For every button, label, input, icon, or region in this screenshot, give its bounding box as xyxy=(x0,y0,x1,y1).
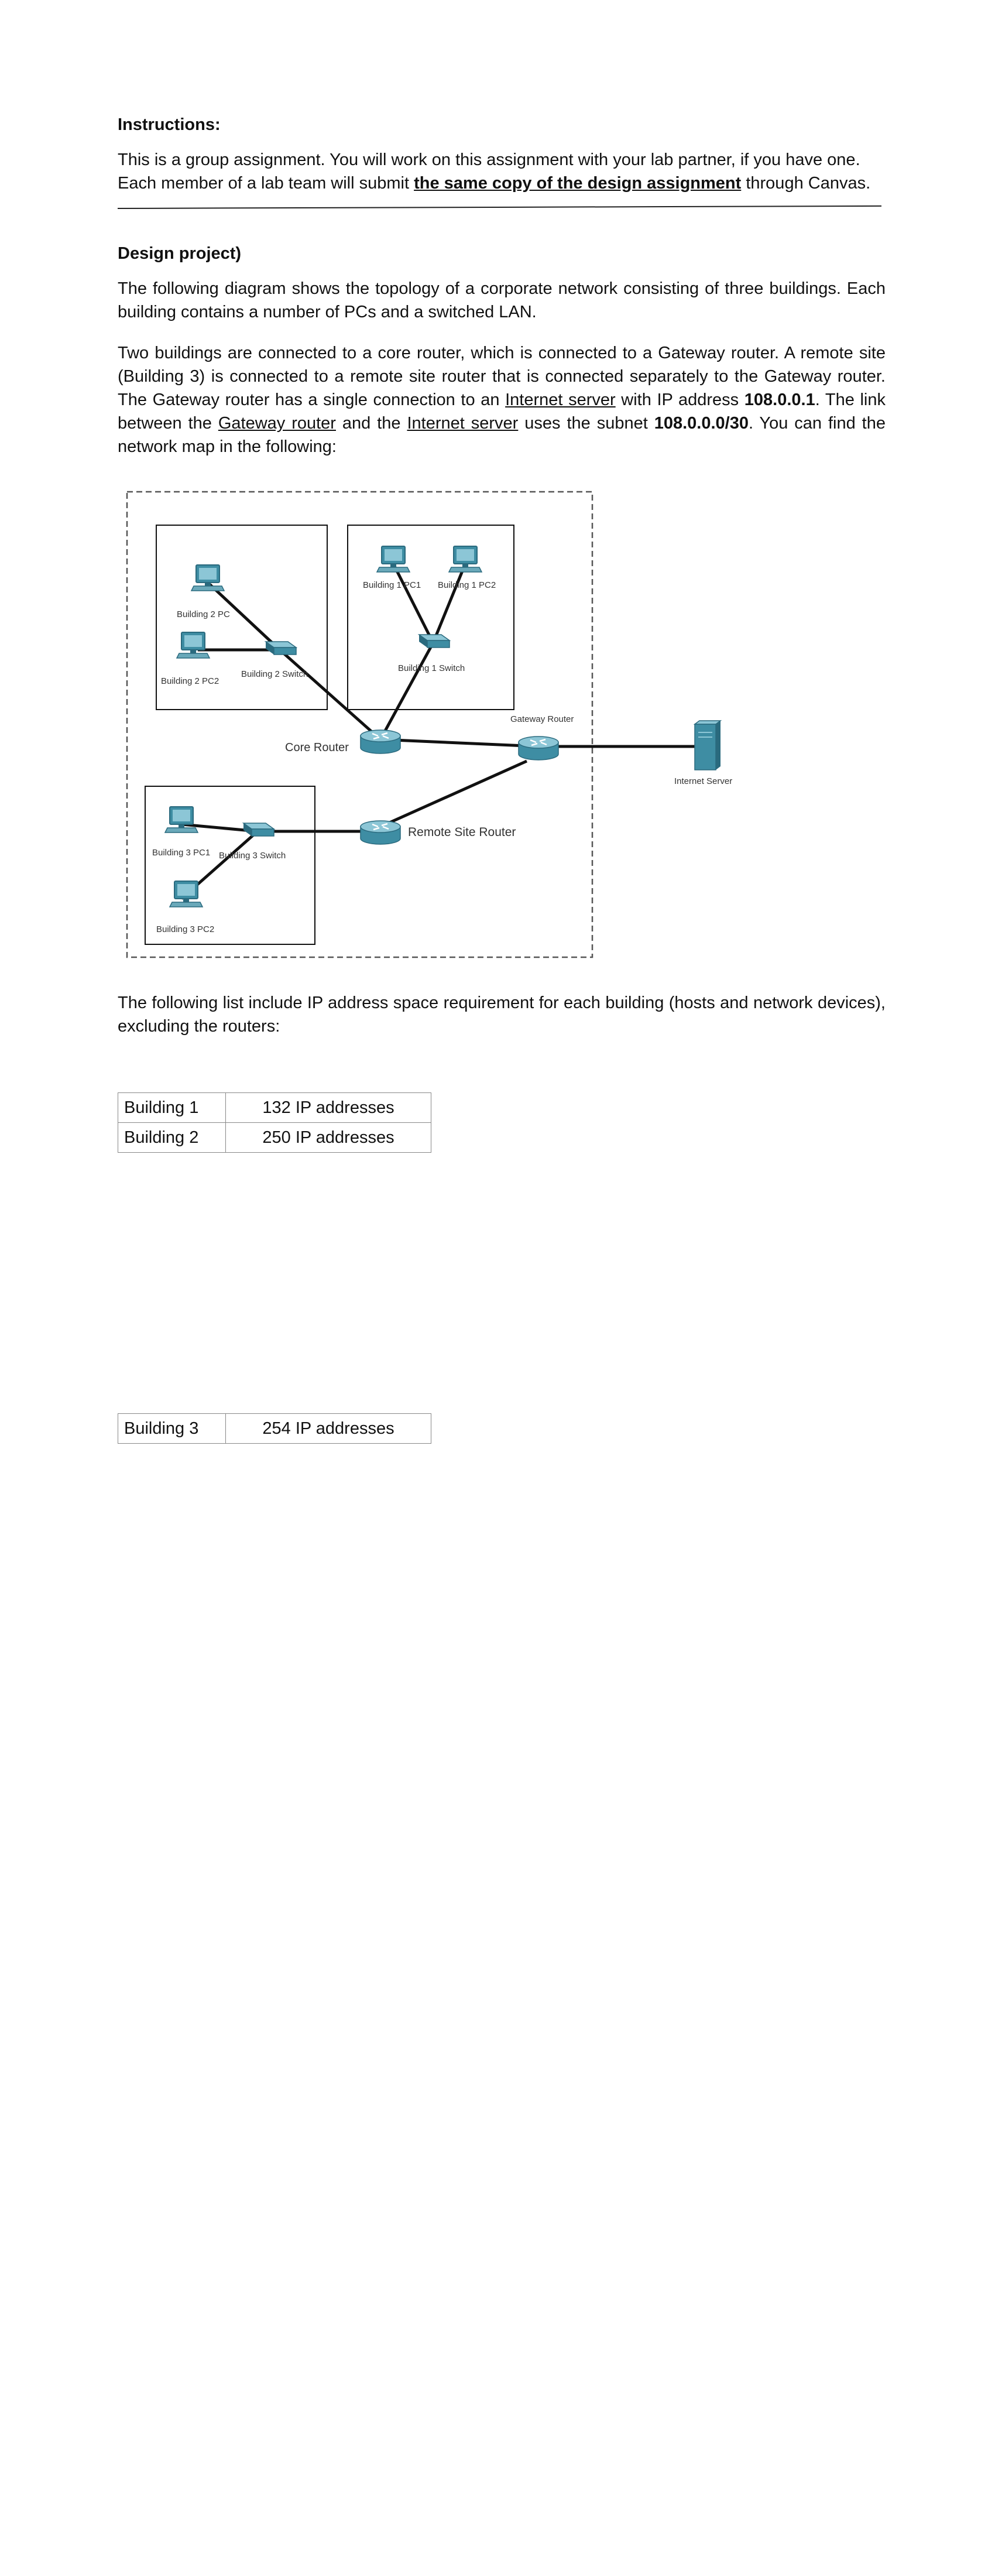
p2-text-e: uses the subnet xyxy=(518,414,654,433)
label-building-3-pc2: Building 3 PC2 xyxy=(156,924,215,934)
label-core-router: Core Router xyxy=(285,741,349,754)
building-name-cell: Building 1 xyxy=(118,1093,226,1123)
internet-server-term: Internet server xyxy=(505,390,616,409)
requirements-intro: The following list include IP address space requirement for each building (hosts and network devices), excluding the routers: xyxy=(118,994,886,1036)
building-1-pc2-icon xyxy=(449,546,482,572)
gateway-router-icon xyxy=(519,737,558,760)
label-building-3-pc1: Building 3 PC1 xyxy=(152,848,211,858)
label-building-2-pc2: Building 2 PC2 xyxy=(161,676,219,686)
label-building-2-pc1: Building 2 PC xyxy=(177,609,230,619)
building-1-pc1-icon xyxy=(377,546,410,572)
internet-server-term-2: Internet server xyxy=(407,414,519,433)
building-3-switch-icon xyxy=(243,823,274,836)
building-2-pc2-icon xyxy=(177,632,210,658)
label-building-1-switch: Building 1 Switch xyxy=(398,663,465,673)
network-topology-diagram xyxy=(0,0,995,995)
table-row xyxy=(118,1123,431,1153)
design-paragraph-1: The following diagram shows the topology of a corporate network consisting of three buildings. Each building contains a number of PCs and a switched LAN. xyxy=(118,279,886,321)
building-1-box xyxy=(348,525,514,710)
ip-count-cell: 254 IP addresses xyxy=(226,1414,431,1444)
server-ip-address: 108.0.0.1 xyxy=(744,390,815,409)
gateway-router-term: Gateway router xyxy=(218,414,336,433)
label-gateway-router: Gateway Router xyxy=(510,714,574,724)
label-building-2-switch: Building 2 Switch xyxy=(241,669,308,679)
instructions-heading: Instructions: xyxy=(118,115,221,134)
building-2-pc1-icon xyxy=(191,565,224,591)
ip-count-cell: 132 IP addresses xyxy=(226,1093,431,1123)
p2-text-b: with IP address xyxy=(615,390,744,409)
p2-text-c: . The link between the xyxy=(118,390,886,433)
remote-site-router-icon xyxy=(361,821,400,844)
link-subnet: 108.0.0.0/30 xyxy=(654,414,749,433)
instructions-text-1: This is a group assignment. You will work on this assignment with your lab partner, if you have one. Each member of a lab team will submit xyxy=(118,150,860,193)
building-3-pc1-icon xyxy=(165,807,198,833)
table-row xyxy=(118,1414,431,1444)
building-2-switch-icon xyxy=(266,642,296,655)
ip-count-cell: 250 IP addresses xyxy=(226,1123,431,1153)
instructions-text-2: through Canvas. xyxy=(741,174,871,193)
building-3-pc2-icon xyxy=(170,881,203,907)
p2-text-f: . You can find the network map in the following: xyxy=(118,414,886,456)
design-heading: Design project) xyxy=(118,244,242,263)
label-building-3-switch: Building 3 Switch xyxy=(219,851,286,861)
internet-server-icon xyxy=(695,721,720,770)
instructions-emphasis: the same copy of the design assignment xyxy=(414,174,742,193)
building-1-switch-icon xyxy=(419,635,450,648)
label-internet-server: Internet Server xyxy=(674,776,733,786)
core-router-icon xyxy=(361,730,400,753)
p2-text-d: and the xyxy=(335,414,407,433)
building-name-cell: Building 3 xyxy=(118,1414,226,1444)
label-building-1-pc1: Building 1 PC1 xyxy=(363,580,421,590)
table-row xyxy=(118,1093,431,1123)
label-building-1-pc2: Building 1 PC2 xyxy=(438,580,496,590)
network-links xyxy=(181,564,705,899)
building-name-cell: Building 2 xyxy=(118,1123,226,1153)
label-remote-site-router: Remote Site Router xyxy=(408,825,516,839)
ip-requirements-table-1 xyxy=(118,1092,431,1153)
p2-text-a: Two buildings are connected to a core router, which is connected to a Gateway router. A remote site (Building 3) is connected to a remote site router that is connected separately to the Gateway router. The Gateway router has a single connection to an xyxy=(118,344,886,409)
ip-requirements-table-2 xyxy=(118,1413,431,1444)
